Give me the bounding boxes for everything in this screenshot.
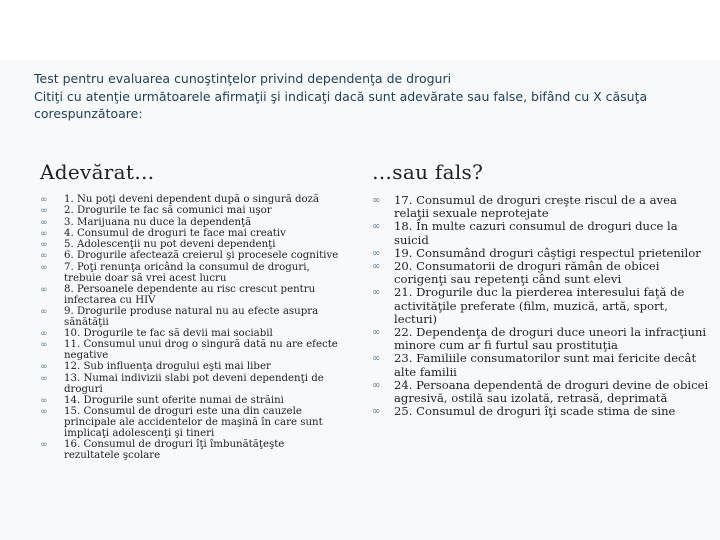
statement-text: 20. Consumatorii de droguri rămân de obicei corigenţi sau repetenţi când sunt elevi: [394, 259, 660, 287]
statement-text: 11. Consumul unui drog o singură dată nu are efecte negative: [64, 339, 338, 362]
statement-item: [40, 396, 340, 407]
statement-text: 7. Poţi renunţa oricând la consumul de droguri, trebuie doar să vrei acest lucru: [64, 261, 310, 284]
statement-text: 5. Adolescenţii nu pot deveni dependenţi: [64, 239, 276, 251]
statement-item: [372, 286, 712, 326]
statement-item: [372, 379, 712, 405]
test-instructions: Citiţi cu atenţie următoarele afirmaţii şi indicaţi dacă sunt adevărate sau false, bifând cu X căsuţa corespunzătoare:: [34, 88, 648, 121]
test-title: Test pentru evaluarea cunoştinţelor privind dependenţa de droguri: [34, 71, 452, 86]
statement-text: 13. Numai indivizii slabi pot deveni dependenţi de droguri: [64, 372, 324, 395]
infinity-icon: ∞: [40, 440, 48, 451]
statement-text: 22. Dependenţa de droguri duce uneori la infracţiuni minore cum ar fi furtul sau prostituţia: [394, 325, 707, 353]
statement-text: 9. Drogurile produse natural nu au efecte asupra sănătăţii: [64, 305, 319, 328]
statement-item: [40, 229, 340, 240]
statement-text: 1. Nu poţi deveni dependent după o singură doză: [64, 194, 320, 205]
infinity-icon: ∞: [40, 373, 48, 384]
infinity-icon: ∞: [372, 247, 381, 259]
statement-item: [372, 220, 712, 246]
infinity-icon: ∞: [40, 407, 48, 418]
infinity-icon: ∞: [40, 262, 48, 273]
statement-text: 15. Consumul de droguri este una din cauzele principale ale accidentelor de maşină în care sunt implicaţi adolescenţi şi tineri: [64, 406, 323, 439]
statement-item: [372, 260, 712, 286]
statement-text: 23. Familiile consumatorilor sunt mai fericite decât alte familii: [394, 351, 697, 379]
statement-text: 21. Drogurile duc la pierderea interesului faţă de activităţile preferate (film, muzică, artă, sport, lecturi): [394, 285, 685, 326]
statement-item: [40, 440, 340, 462]
statement-item: [372, 405, 712, 418]
true-column-title: Adevărat…: [40, 160, 155, 184]
statement-text: 18. În multe cazuri consumul de droguri duce la suicid: [394, 219, 678, 247]
statement-item: [372, 326, 712, 352]
statement-text: 3. Marijuana nu duce la dependenţă: [64, 216, 252, 228]
infinity-icon: ∞: [40, 195, 48, 205]
infinity-icon: ∞: [40, 217, 48, 228]
right-statement-list: [372, 194, 712, 418]
statement-text: 24. Persoana dependentă de droguri devine de obicei agresivă, ostilă sau izolată, retrasă, deprimată: [394, 377, 709, 406]
statement-text: 16. Consumul de droguri îţi îmbunătăţeşte rezultatele şcolare: [64, 439, 285, 461]
statement-text: 19. Consumând droguri câştigi respectul prietenilor: [394, 245, 701, 260]
infinity-icon: ∞: [40, 251, 48, 262]
false-column-title: …sau fals?: [372, 160, 484, 184]
statement-item: [40, 206, 340, 217]
statement-text: 8. Persoanele dependente au risc crescut pentru infectarea cu HIV: [64, 283, 316, 306]
statement-text: 6. Drogurile afectează creierul şi procesele cognitive: [64, 250, 339, 262]
infinity-icon: ∞: [40, 329, 48, 340]
infinity-icon: ∞: [372, 327, 381, 339]
instructions-header: [34, 70, 704, 123]
infinity-icon: ∞: [40, 340, 48, 351]
infinity-icon: ∞: [372, 379, 381, 391]
infinity-icon: ∞: [40, 284, 48, 295]
statement-item: [40, 374, 340, 396]
statement-item: [40, 263, 340, 285]
infinity-icon: ∞: [40, 395, 48, 406]
infinity-icon: ∞: [372, 195, 381, 206]
statement-text: 25. Consumul de droguri îţi scade stima de sine: [394, 404, 676, 419]
infinity-icon: ∞: [372, 261, 381, 273]
infinity-icon: ∞: [372, 406, 381, 418]
infinity-icon: ∞: [40, 240, 48, 251]
infinity-icon: ∞: [372, 287, 381, 299]
statement-text: 12. Sub influenţa drogului eşti mai liber: [64, 361, 271, 373]
statement-item: [40, 218, 340, 229]
statement-item: [40, 362, 340, 373]
left-statement-list: [40, 195, 340, 462]
statement-text: 17. Consumul de droguri creşte riscul de a avea relaţii sexuale neprotejate: [394, 193, 677, 221]
statement-item: [372, 194, 712, 220]
infinity-icon: ∞: [40, 228, 48, 239]
statement-item: [40, 340, 340, 362]
infinity-icon: ∞: [372, 353, 381, 365]
statement-item: [40, 251, 340, 262]
statement-item: [372, 352, 712, 378]
infinity-icon: ∞: [372, 221, 381, 233]
statement-text: 2. Drogurile te fac să comunici mai uşor: [64, 205, 272, 217]
statement-text: 4. Consumul de droguri te face mai creativ: [64, 227, 286, 239]
infinity-icon: ∞: [40, 306, 48, 317]
statement-item: [40, 307, 340, 329]
statement-item: [40, 407, 340, 439]
infinity-icon: ∞: [40, 362, 48, 373]
statement-item: [40, 285, 340, 307]
statement-text: 14. Drogurile sunt oferite numai de străini: [64, 394, 284, 406]
infinity-icon: ∞: [40, 206, 48, 217]
statement-text: 10. Drogurile te fac să devii mai sociabil: [64, 328, 273, 340]
